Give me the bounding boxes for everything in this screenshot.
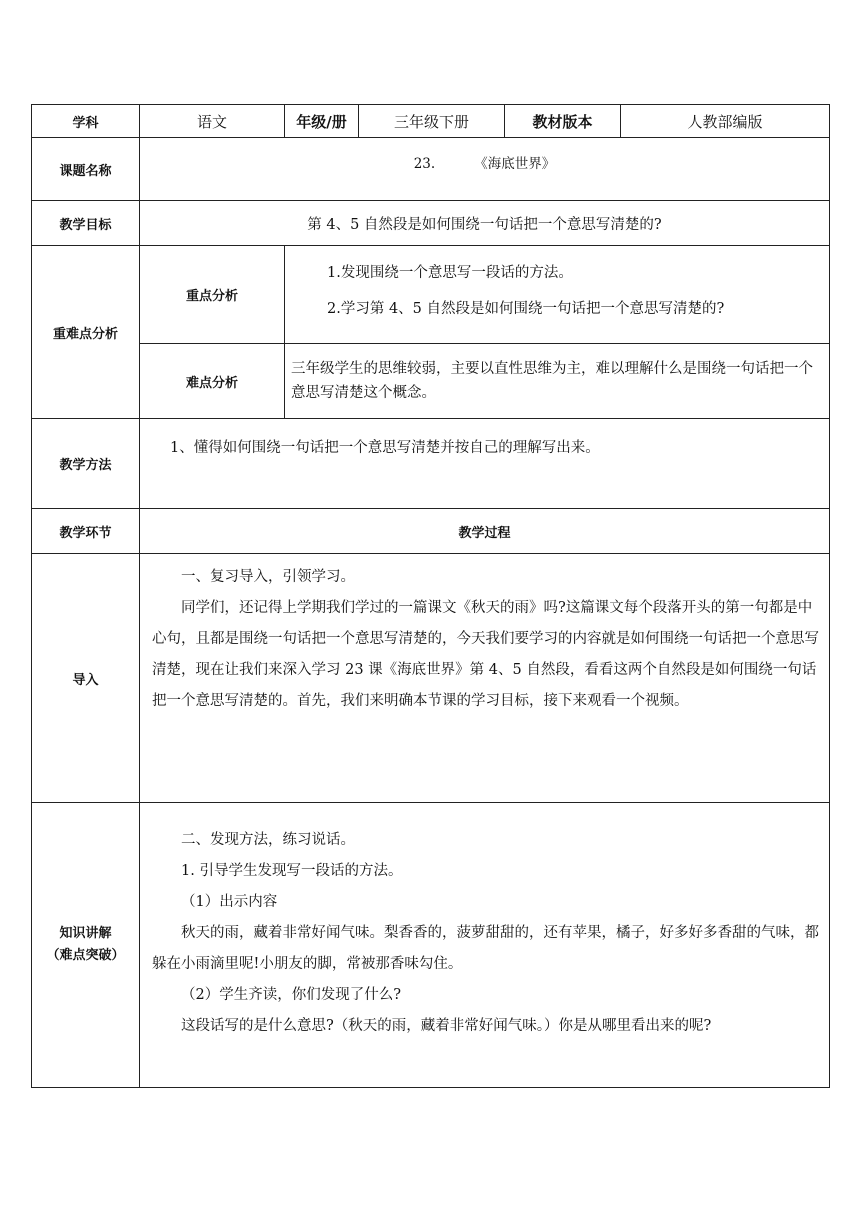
method-text: 1、懂得如何围绕一句话把一个意思写清楚并按自己的理解写出来。 [140, 419, 830, 509]
grade-value: 三年级下册 [359, 105, 505, 138]
subject-label: 学科 [32, 105, 140, 138]
goal-text: 第 4、5 自然段是如何围绕一句话把一个意思写清楚的? [140, 201, 830, 246]
knowledge-line-3: （1）出示内容 [181, 894, 278, 910]
focus-label: 重点分析 [140, 246, 285, 344]
intro-paragraph: 同学们，还记得上学期我们学过的一篇课文《秋天的雨》吗?这篇课文每个段落开头的第一句都是中心句，且都是围绕一句话把一个意思写清楚的，今天我们要学习的内容就是如何围绕一句话把一个意思写清楚，现在让我们来深入学习 23 课《海底世界》第 4、5 自然段，看看这两个自然段是如何围绕一句话把一个意思写清楚的。首先，我们来明确本节课的学习目标，接下来观看一个视频。 [152, 600, 819, 709]
focus-item-2: 2.学习第 4、5 自然段是如何围绕一句话把一个意思写清楚的? [327, 301, 725, 317]
difficulty-label: 难点分析 [140, 344, 285, 419]
knowledge-row [32, 803, 830, 1088]
process-title: 教学过程 [140, 509, 830, 554]
lesson-plan-table [31, 104, 830, 1088]
focus-row [32, 246, 830, 344]
subject-value: 语文 [140, 105, 285, 138]
knowledge-cell [140, 803, 830, 1088]
knowledge-line-1: 二、发现方法，练习说话。 [181, 832, 355, 848]
edition-label: 教材版本 [505, 105, 621, 138]
title-cell [140, 138, 830, 201]
goal-label: 教学目标 [32, 201, 140, 246]
analysis-label: 重难点分析 [32, 246, 140, 419]
knowledge-line-2: 1. 引导学生发现写一段话的方法。 [181, 863, 403, 879]
difficulty-text: 三年级学生的思维较弱，主要以直性思维为主，难以理解什么是围绕一句话把一个意思写清楚这个概念。 [285, 344, 830, 419]
knowledge-line-4: 秋天的雨，藏着非常好闻气味。梨香香的，菠萝甜甜的，还有苹果，橘子，好多好多香甜的气味，都躲在小雨滴里呢!小朋友的脚，常被那香味勾住。 [152, 925, 819, 972]
knowledge-line-6: 这段话写的是什么意思?（秋天的雨，藏着非常好闻气味。）你是从哪里看出来的呢? [181, 1018, 712, 1034]
process-stage-label: 教学环节 [32, 509, 140, 554]
header-row [32, 105, 830, 138]
intro-label: 导入 [32, 554, 140, 803]
grade-label: 年级/册 [285, 105, 359, 138]
process-header-row [32, 509, 830, 554]
focus-item-1: 1.发现围绕一个意思写一段话的方法。 [327, 265, 573, 281]
edition-value: 人教部编版 [621, 105, 830, 138]
intro-cell [140, 554, 830, 803]
lesson-title: 《海底世界》 [474, 156, 556, 172]
title-label: 课题名称 [32, 138, 140, 201]
intro-row [32, 554, 830, 803]
title-row [32, 138, 830, 201]
knowledge-label-line2: （难点突破） [46, 948, 125, 963]
knowledge-line-5: （2）学生齐读，你们发现了什么? [181, 987, 401, 1003]
lesson-number: 23. [413, 156, 436, 172]
method-label: 教学方法 [32, 419, 140, 509]
focus-cell [285, 246, 830, 344]
difficulty-row [32, 344, 830, 419]
knowledge-label-line1: 知识讲解 [59, 926, 112, 941]
method-row [32, 419, 830, 509]
intro-heading: 一、复习导入，引领学习。 [181, 569, 355, 585]
knowledge-label [32, 803, 140, 1088]
goal-row [32, 201, 830, 246]
